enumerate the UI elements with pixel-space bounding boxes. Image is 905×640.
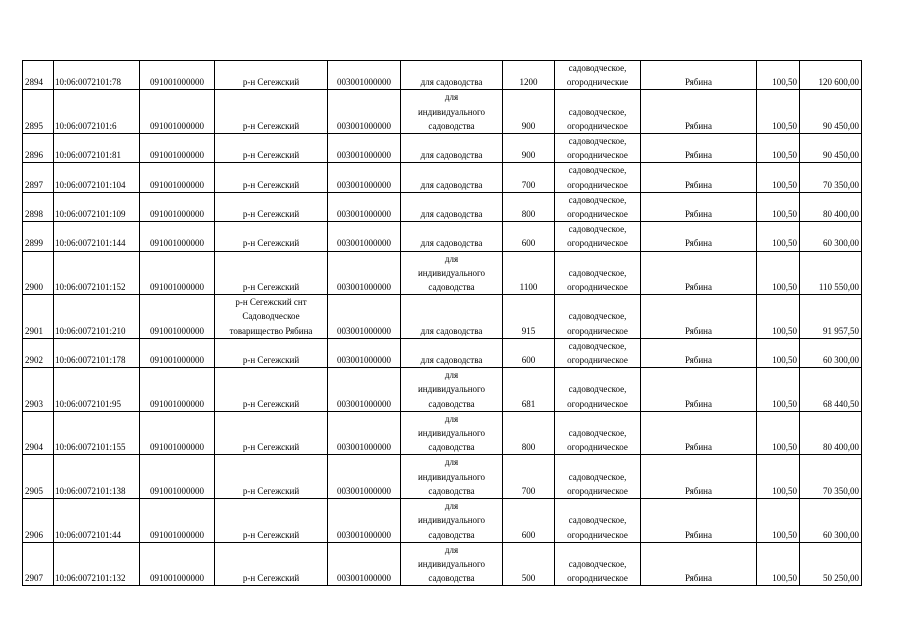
address-cell	[215, 163, 328, 192]
rate-cell: 100,50	[757, 499, 800, 543]
category-line: огородническое	[567, 120, 628, 131]
partnership-name-cell: Рябина	[641, 455, 757, 499]
oktmo-code-cell: 003001000000	[328, 90, 401, 134]
land-registry-table	[22, 60, 862, 586]
table-row	[23, 61, 862, 90]
cadastral-number-cell: 10:06:0072101:138	[54, 455, 140, 499]
permitted-use-line: для садоводства	[420, 325, 483, 336]
address-cell	[215, 455, 328, 499]
oktmo-code-cell: 003001000000	[328, 134, 401, 163]
category-line: огородническое	[567, 529, 628, 540]
partnership-name-cell: Рябина	[641, 222, 757, 251]
address-line: р-н Сегежский	[242, 485, 300, 496]
address-line: товарищество Рябина	[229, 325, 313, 336]
row-number-cell: 2905	[23, 455, 54, 499]
cadastral-number-cell: 10:06:0072101:95	[54, 368, 140, 412]
permitted-use-line: садоводства	[428, 398, 475, 409]
permitted-use-line: для садоводства	[420, 209, 483, 220]
oktmo-code-cell: 003001000000	[328, 542, 401, 586]
permitted-use-line: для	[444, 457, 459, 468]
cadastral-value-cell: 90 450,00	[800, 134, 862, 163]
category-line: огородническое	[567, 573, 628, 584]
address-line: р-н Сегежский	[242, 77, 300, 88]
permitted-use-cell	[401, 192, 503, 221]
partnership-name-cell: Рябина	[641, 134, 757, 163]
category-line: садоводческое,	[568, 106, 627, 117]
okato-code-cell: 091001000000	[140, 368, 215, 412]
oktmo-code-cell: 003001000000	[328, 222, 401, 251]
cadastral-value-cell: 60 300,00	[800, 499, 862, 543]
address-line: р-н Сегежский	[242, 238, 300, 249]
category-line: огородническое	[567, 485, 628, 496]
table-row	[23, 295, 862, 339]
category-line: огородническое	[567, 398, 628, 409]
table-row	[23, 192, 862, 221]
cadastral-number-cell: 10:06:0072101:6	[54, 90, 140, 134]
category-cell	[555, 61, 641, 90]
rate-cell: 100,50	[757, 295, 800, 339]
permitted-use-line: индивидуального	[417, 428, 485, 439]
oktmo-code-cell: 003001000000	[328, 455, 401, 499]
permitted-use-cell	[401, 134, 503, 163]
address-cell	[215, 411, 328, 455]
category-line: садоводческое,	[568, 515, 627, 526]
permitted-use-cell	[401, 368, 503, 412]
okato-code-cell: 091001000000	[140, 542, 215, 586]
table-row	[23, 455, 862, 499]
category-line: огородническое	[567, 282, 628, 293]
category-cell	[555, 251, 641, 295]
address-line: р-н Сегежский	[242, 282, 300, 293]
permitted-use-line: садоводства	[428, 485, 475, 496]
permitted-use-line: садоводства	[428, 120, 475, 131]
okato-code-cell: 091001000000	[140, 61, 215, 90]
oktmo-code-cell: 003001000000	[328, 499, 401, 543]
area-cell: 600	[503, 499, 555, 543]
category-cell	[555, 499, 641, 543]
cadastral-number-cell: 10:06:0072101:152	[54, 251, 140, 295]
oktmo-code-cell: 003001000000	[328, 411, 401, 455]
category-cell	[555, 134, 641, 163]
address-line: р-н Сегежский	[242, 573, 300, 584]
row-number-cell: 2904	[23, 411, 54, 455]
address-cell	[215, 192, 328, 221]
okato-code-cell: 091001000000	[140, 134, 215, 163]
category-line: огородническое	[567, 179, 628, 190]
cadastral-number-cell: 10:06:0072101:132	[54, 542, 140, 586]
oktmo-code-cell: 003001000000	[328, 368, 401, 412]
cadastral-value-cell: 80 400,00	[800, 411, 862, 455]
okato-code-cell: 091001000000	[140, 295, 215, 339]
address-cell	[215, 251, 328, 295]
address-cell	[215, 222, 328, 251]
address-cell	[215, 499, 328, 543]
permitted-use-line: для	[444, 92, 459, 103]
address-line: р-н Сегежский	[242, 398, 300, 409]
address-line: р-н Сегежский	[242, 355, 300, 366]
oktmo-code-cell: 003001000000	[328, 338, 401, 367]
address-cell	[215, 61, 328, 90]
permitted-use-cell	[401, 222, 503, 251]
cadastral-value-cell: 80 400,00	[800, 192, 862, 221]
cadastral-number-cell: 10:06:0072101:104	[54, 163, 140, 192]
permitted-use-cell	[401, 61, 503, 90]
permitted-use-line: индивидуального	[417, 471, 485, 482]
area-cell: 600	[503, 338, 555, 367]
area-cell: 800	[503, 192, 555, 221]
category-line: садоводческое,	[568, 558, 627, 569]
permitted-use-cell	[401, 163, 503, 192]
rate-cell: 100,50	[757, 61, 800, 90]
rate-cell: 100,50	[757, 338, 800, 367]
table-body	[23, 61, 862, 586]
cadastral-number-cell: 10:06:0072101:78	[54, 61, 140, 90]
category-line: садоводческое,	[568, 63, 627, 73]
table-row	[23, 222, 862, 251]
permitted-use-line: для садоводства	[420, 238, 483, 249]
permitted-use-line: садоводства	[428, 529, 475, 540]
okato-code-cell: 091001000000	[140, 192, 215, 221]
table-row	[23, 411, 862, 455]
table-row	[23, 338, 862, 367]
rate-cell: 100,50	[757, 90, 800, 134]
row-number-cell: 2894	[23, 61, 54, 90]
row-number-cell: 2906	[23, 499, 54, 543]
category-line: садоводческое,	[568, 428, 627, 439]
rate-cell: 100,50	[757, 368, 800, 412]
table-row	[23, 499, 862, 543]
okato-code-cell: 091001000000	[140, 163, 215, 192]
partnership-name-cell: Рябина	[641, 163, 757, 192]
address-cell	[215, 295, 328, 339]
category-line: огороднические	[566, 77, 629, 88]
rate-cell: 100,50	[757, 134, 800, 163]
cadastral-number-cell: 10:06:0072101:81	[54, 134, 140, 163]
category-line: садоводческое,	[568, 311, 627, 322]
area-cell: 1100	[503, 251, 555, 295]
area-cell: 1200	[503, 61, 555, 90]
category-line: огородническое	[567, 238, 628, 249]
cadastral-value-cell: 91 957,50	[800, 295, 862, 339]
area-cell: 900	[503, 134, 555, 163]
table-row	[23, 368, 862, 412]
cadastral-value-cell: 68 440,50	[800, 368, 862, 412]
row-number-cell: 2897	[23, 163, 54, 192]
partnership-name-cell: Рябина	[641, 90, 757, 134]
permitted-use-line: садоводства	[428, 442, 475, 453]
rate-cell: 100,50	[757, 455, 800, 499]
address-line: р-н Сегежский	[242, 529, 300, 540]
category-line: садоводческое,	[568, 194, 627, 205]
permitted-use-line: для садоводства	[420, 150, 483, 161]
partnership-name-cell: Рябина	[641, 542, 757, 586]
row-number-cell: 2900	[23, 251, 54, 295]
okato-code-cell: 091001000000	[140, 499, 215, 543]
partnership-name-cell: Рябина	[641, 295, 757, 339]
row-number-cell: 2898	[23, 192, 54, 221]
area-cell: 681	[503, 368, 555, 412]
category-cell	[555, 368, 641, 412]
partnership-name-cell: Рябина	[641, 192, 757, 221]
oktmo-code-cell: 003001000000	[328, 163, 401, 192]
cadastral-number-cell: 10:06:0072101:210	[54, 295, 140, 339]
rate-cell: 100,50	[757, 222, 800, 251]
permitted-use-line: индивидуального	[417, 267, 485, 278]
cadastral-value-cell: 110 550,00	[800, 251, 862, 295]
address-line: р-н Сегежский	[242, 150, 300, 161]
cadastral-value-cell: 60 300,00	[800, 338, 862, 367]
cadastral-number-cell: 10:06:0072101:144	[54, 222, 140, 251]
table-row	[23, 163, 862, 192]
partnership-name-cell: Рябина	[641, 499, 757, 543]
okato-code-cell: 091001000000	[140, 411, 215, 455]
category-line: садоводческое,	[568, 136, 627, 147]
okato-code-cell: 091001000000	[140, 455, 215, 499]
category-cell	[555, 222, 641, 251]
address-cell	[215, 338, 328, 367]
row-number-cell: 2895	[23, 90, 54, 134]
category-line: огородническое	[567, 209, 628, 220]
rate-cell: 100,50	[757, 411, 800, 455]
area-cell: 915	[503, 295, 555, 339]
partnership-name-cell: Рябина	[641, 61, 757, 90]
table-row	[23, 90, 862, 134]
cadastral-value-cell: 70 350,00	[800, 455, 862, 499]
category-line: садоводческое,	[568, 165, 627, 176]
address-line: р-н Сегежский	[242, 179, 300, 190]
category-cell	[555, 455, 641, 499]
row-number-cell: 2902	[23, 338, 54, 367]
permitted-use-cell	[401, 338, 503, 367]
permitted-use-cell	[401, 295, 503, 339]
rate-cell: 100,50	[757, 163, 800, 192]
category-line: огородническое	[567, 355, 628, 366]
permitted-use-line: индивидуального	[417, 106, 485, 117]
partnership-name-cell: Рябина	[641, 368, 757, 412]
category-cell	[555, 192, 641, 221]
category-line: огородническое	[567, 150, 628, 161]
table-row	[23, 542, 862, 586]
permitted-use-cell	[401, 542, 503, 586]
table-row	[23, 134, 862, 163]
category-line: огородническое	[567, 442, 628, 453]
permitted-use-cell	[401, 251, 503, 295]
address-line: р-н Сегежский	[242, 209, 300, 220]
permitted-use-line: индивидуального	[417, 384, 485, 395]
row-number-cell: 2901	[23, 295, 54, 339]
cadastral-value-cell: 90 450,00	[800, 90, 862, 134]
permitted-use-line: садоводства	[428, 282, 475, 293]
category-cell	[555, 90, 641, 134]
okato-code-cell: 091001000000	[140, 338, 215, 367]
area-cell: 900	[503, 90, 555, 134]
cadastral-number-cell: 10:06:0072101:155	[54, 411, 140, 455]
cadastral-value-cell: 120 600,00	[800, 61, 862, 90]
area-cell: 700	[503, 163, 555, 192]
area-cell: 500	[503, 542, 555, 586]
okato-code-cell: 091001000000	[140, 90, 215, 134]
address-line: Садоводческое	[242, 311, 300, 322]
category-line: садоводческое,	[568, 471, 627, 482]
rate-cell: 100,50	[757, 251, 800, 295]
category-cell	[555, 295, 641, 339]
cadastral-value-cell: 70 350,00	[800, 163, 862, 192]
category-cell	[555, 163, 641, 192]
partnership-name-cell: Рябина	[641, 251, 757, 295]
area-cell: 600	[503, 222, 555, 251]
permitted-use-cell	[401, 411, 503, 455]
permitted-use-line: для	[444, 370, 459, 381]
address-line: р-н Сегежский	[242, 442, 300, 453]
row-number-cell: 2907	[23, 542, 54, 586]
category-cell	[555, 542, 641, 586]
permitted-use-line: для	[444, 501, 459, 512]
category-line: огородническое	[567, 325, 628, 336]
permitted-use-line: индивидуального	[417, 515, 485, 526]
permitted-use-line: индивидуального	[417, 558, 485, 569]
address-line: р-н Сегежский снт	[235, 297, 307, 308]
permitted-use-line: для	[444, 253, 459, 264]
permitted-use-line: для	[444, 413, 459, 424]
oktmo-code-cell: 003001000000	[328, 295, 401, 339]
category-cell	[555, 411, 641, 455]
partnership-name-cell: Рябина	[641, 338, 757, 367]
cadastral-number-cell: 10:06:0072101:44	[54, 499, 140, 543]
rate-cell: 100,50	[757, 192, 800, 221]
permitted-use-line: садоводства	[428, 573, 475, 584]
address-cell	[215, 368, 328, 412]
permitted-use-cell	[401, 499, 503, 543]
row-number-cell: 2896	[23, 134, 54, 163]
address-cell	[215, 90, 328, 134]
category-line: садоводческое,	[568, 340, 627, 351]
category-line: садоводческое,	[568, 267, 627, 278]
oktmo-code-cell: 003001000000	[328, 61, 401, 90]
address-cell	[215, 542, 328, 586]
area-cell: 800	[503, 411, 555, 455]
cadastral-value-cell: 60 300,00	[800, 222, 862, 251]
oktmo-code-cell: 003001000000	[328, 251, 401, 295]
category-line: садоводческое,	[568, 384, 627, 395]
okato-code-cell: 091001000000	[140, 251, 215, 295]
permitted-use-cell	[401, 90, 503, 134]
permitted-use-line: для садоводства	[420, 77, 483, 88]
permitted-use-line: для садоводства	[420, 179, 483, 190]
permitted-use-line: для	[444, 544, 459, 555]
rate-cell: 100,50	[757, 542, 800, 586]
address-line: р-н Сегежский	[242, 120, 300, 131]
okato-code-cell: 091001000000	[140, 222, 215, 251]
permitted-use-line: для садоводства	[420, 355, 483, 366]
cadastral-number-cell: 10:06:0072101:178	[54, 338, 140, 367]
area-cell: 700	[503, 455, 555, 499]
category-line: садоводческое,	[568, 224, 627, 235]
oktmo-code-cell: 003001000000	[328, 192, 401, 221]
permitted-use-cell	[401, 455, 503, 499]
row-number-cell: 2899	[23, 222, 54, 251]
category-cell	[555, 338, 641, 367]
address-cell	[215, 134, 328, 163]
table-row	[23, 251, 862, 295]
partnership-name-cell: Рябина	[641, 411, 757, 455]
row-number-cell: 2903	[23, 368, 54, 412]
cadastral-number-cell: 10:06:0072101:109	[54, 192, 140, 221]
cadastral-value-cell: 50 250,00	[800, 542, 862, 586]
